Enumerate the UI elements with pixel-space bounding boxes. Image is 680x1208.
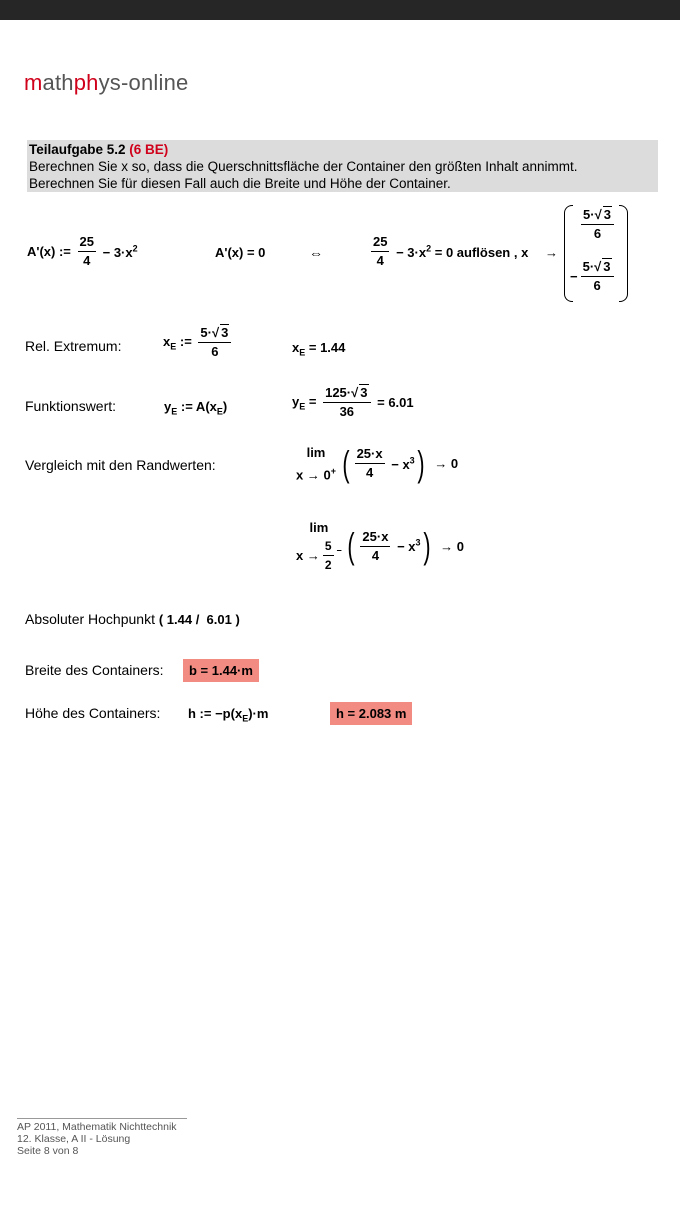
yE-definition: $y_E$ := $A(x_E)$ bbox=[164, 399, 228, 417]
solution-positive: $\frac{5\cdot√ 3}{6}$ bbox=[578, 208, 617, 241]
limit-at-five-halves: lim x → $\frac{5}{2}$ − ( $\frac{25\cdot x}{4}$ − $x^3) \to 0$ bbox=[296, 520, 464, 572]
height-definition: h := $-p(x_E)\cdot m$ bbox=[188, 706, 269, 724]
task-header bbox=[27, 140, 658, 192]
task-title: Teilaufgabe 5.2 bbox=[29, 142, 126, 157]
task-text-2: Berechnen Sie für diesen Fall auch die Breite und Höhe der Container. bbox=[29, 176, 451, 191]
equivalence-sign: ⇔ bbox=[309, 245, 323, 261]
footer-page: Seite 8 von 8 bbox=[17, 1145, 79, 1157]
rel-extremum-label: Rel. Extremum: bbox=[25, 338, 122, 354]
yE-value: $y_E$ = $\frac{125\cdot√ 3}{36}$ = 6.01 bbox=[292, 385, 414, 419]
footer-exam: AP 2011, Mathematik Nichttechnik bbox=[17, 1121, 177, 1133]
xE-value: $x_E = 1.44$ bbox=[292, 340, 346, 358]
page-footer bbox=[17, 1121, 177, 1157]
height-label: Höhe des Containers: bbox=[25, 705, 161, 721]
solve-arrow: → bbox=[545, 245, 558, 260]
width-label: Breite des Containers: bbox=[25, 662, 164, 678]
function-value-label: Funktionswert: bbox=[25, 398, 117, 414]
absolute-maximum: Absoluter Hochpunkt ( 1.44 / 6.01 ) bbox=[25, 611, 240, 627]
solution-vector bbox=[564, 205, 628, 300]
footer-class: 12. Klasse, A II - Lösung bbox=[17, 1133, 131, 1145]
task-points: (6 BE) bbox=[129, 142, 169, 157]
task-title-line bbox=[29, 141, 168, 158]
derivative-definition: A'(x) := $\frac{25}{4}$ − $3\cdot x^2$ bbox=[27, 234, 138, 268]
derivative-zero: A'(x) = 0 bbox=[215, 245, 266, 260]
boundary-comparison-label: Vergleich mit den Randwerten: bbox=[25, 457, 216, 473]
width-result: b = 1.44·m bbox=[183, 659, 259, 682]
brand-logo: mathphys-online bbox=[24, 70, 189, 95]
task-text-1: Berechnen Sie x so, dass die Querschnittsfläche der Container den größten Inhalt annimmt. bbox=[29, 159, 578, 174]
footer-divider bbox=[17, 1118, 187, 1119]
limit-at-zero: lim x → 0+ ( $\frac{25\cdot x}{4}$ − $x^3) \to 0$ bbox=[296, 442, 459, 484]
height-result: h = 2.083 m bbox=[330, 702, 412, 725]
solve-equation: $\frac{25}{4}$ − $3\cdot x^2 = 0$ auflösen , x bbox=[373, 234, 529, 268]
solution-negative: − $\frac{5\cdot√ 3}{6}$ bbox=[570, 260, 617, 293]
top-bar bbox=[0, 0, 680, 20]
xE-definition: $x_E$ := $\frac{5\cdot√ 3}{6}$ bbox=[163, 326, 234, 359]
